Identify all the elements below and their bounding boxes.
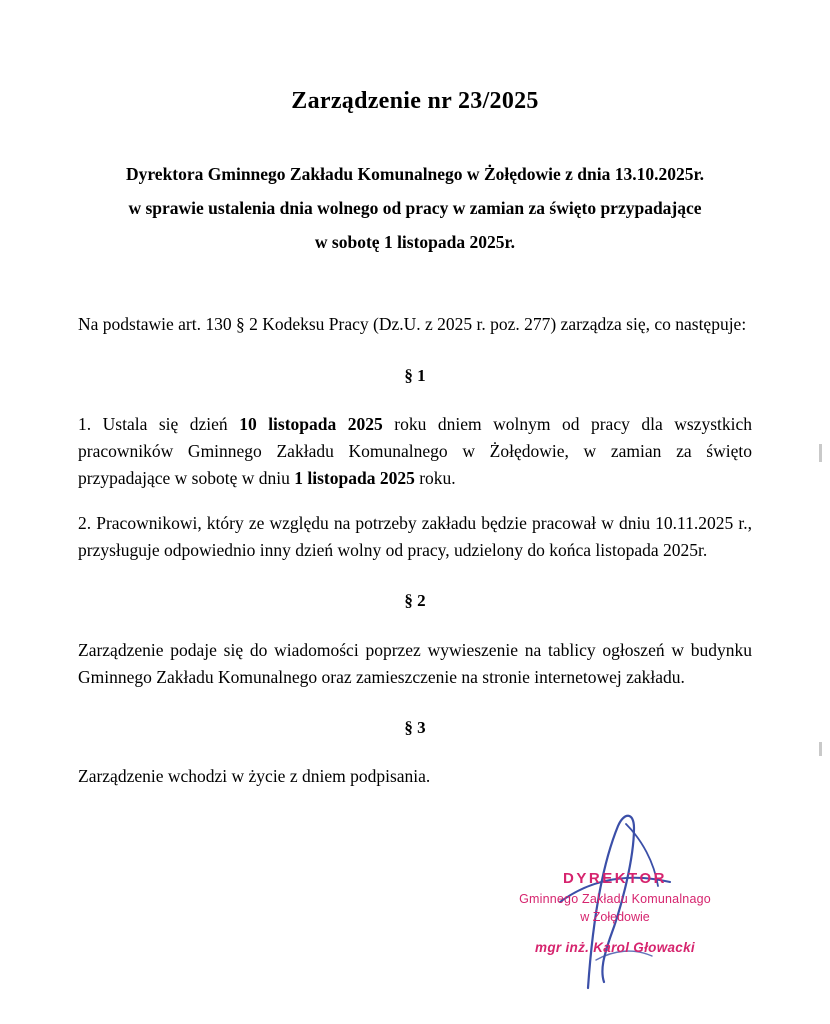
section-1-paragraph-2: 2. Pracownikowi, który ze względu na potrzeby zakładu będzie pracował w dniu 10.11.2025 r., przysługuje odpowiednio inny dzień wolny od pracy, udzielony do końca listopada 2025r. [78,513,752,561]
signature-area [470,820,770,1000]
page-edge-mark-top [819,444,822,462]
stamp-name: mgr inż. Karol Głowacki [535,940,695,955]
document-body [78,311,752,790]
section-1-paragraph-1: 1. Ustala się dzień 10 listopada 2025 roku dniem wolnym od pracy dla wszystkich pracowników Gminnego Zakładu Komunalnego w Żołędowie, w zamian za święto przypadające w sobotę w dniu 1 listopada 2025 roku. [78,413,752,489]
director-stamp [470,868,760,958]
section-mark-1: § 1 [404,365,426,385]
stamp-role: DYREKTOR [563,870,667,887]
stamp-organization: Gminnego Zakładu Komunalnago [519,891,711,906]
stamp-city: w Żołędowie [580,909,650,924]
subtitle-line-3: w sobotę 1 listopada 2025r. [314,232,516,253]
subtitle-line-2: w sprawie ustalenia dnia wolnego od pracy w zamian za święto przypadające [128,198,702,219]
document-subtitle [78,157,752,259]
intro-paragraph: Na podstawie art. 130 § 2 Kodeksu Pracy (Dz.U. z 2025 r. poz. 277) zarządza się, co następuje: [78,314,747,335]
section-3-paragraph-1: Zarządzenie wchodzi w życie z dniem podpisania. [78,766,431,787]
section-mark-3: § 3 [404,718,426,738]
page-title: Zarządzenie nr 23/2025 [291,88,539,114]
section-mark-2: § 2 [404,591,426,611]
page-edge-mark-bottom [819,742,822,756]
section-2-paragraph-1: Zarządzenie podaje się do wiadomości poprzez wywieszenie na tablicy ogłoszeń w budynku Gminnego Zakładu Komunalnego oraz zamieszczenie na stronie internetowej zakładu. [78,639,752,687]
subtitle-line-1: Dyrektora Gminnego Zakładu Komunalnego w Żołędowie z dnia 13.10.2025r. [125,164,705,184]
